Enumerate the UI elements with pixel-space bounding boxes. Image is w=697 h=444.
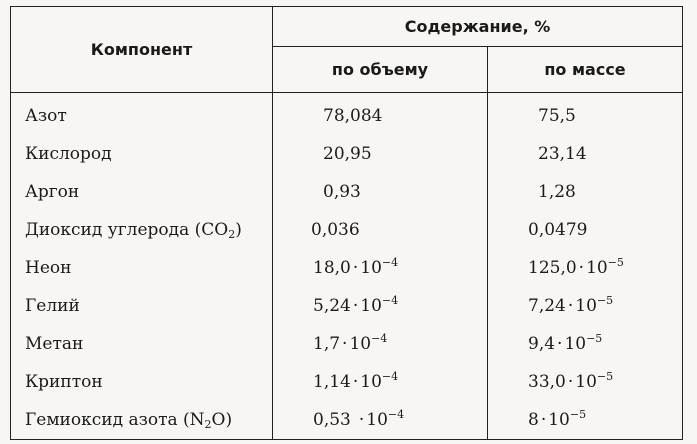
- multiply-dot: ·: [557, 334, 563, 354]
- mass-value: 23,14: [488, 135, 683, 173]
- base: 10: [360, 372, 382, 392]
- volume-value: [273, 287, 488, 325]
- header-by-mass: по массе: [488, 47, 683, 93]
- component-name: Азот: [11, 93, 273, 136]
- volume-value: 0,93: [273, 173, 488, 211]
- exponent: −5: [569, 408, 587, 421]
- component-name: Аргон: [11, 173, 273, 211]
- header-component: Компонент: [11, 7, 273, 93]
- table-row: [11, 325, 683, 363]
- multiply-dot: ·: [352, 296, 359, 316]
- table-row: [11, 173, 683, 211]
- component-name: [11, 211, 273, 249]
- component-name: Гелий: [11, 287, 273, 325]
- name-text: Диоксид углерода (CO: [25, 220, 229, 240]
- base: 10: [360, 258, 382, 278]
- table-row: [11, 287, 683, 325]
- table-row: [11, 135, 683, 173]
- base: 10: [548, 410, 570, 430]
- mantissa: 5,24: [313, 296, 351, 316]
- volume-value: [273, 249, 488, 287]
- volume-value: 20,95: [273, 135, 488, 173]
- name-subscript: 2: [204, 418, 212, 431]
- multiply-dot: ·: [578, 258, 585, 278]
- table-container: [10, 6, 682, 436]
- exponent: −5: [586, 332, 603, 345]
- mass-value: [488, 249, 683, 287]
- base: 10: [366, 410, 388, 430]
- component-name: [11, 401, 273, 440]
- name-text-end: ): [235, 220, 242, 240]
- table-row: [11, 401, 683, 440]
- volume-value: 78,084: [273, 93, 488, 136]
- table-row: [11, 211, 683, 249]
- mantissa: 1,7: [313, 334, 341, 354]
- mass-value: [488, 363, 683, 401]
- base: 10: [586, 258, 608, 278]
- mantissa: 33,0: [528, 372, 566, 392]
- mantissa: 9,4: [528, 334, 556, 354]
- base: 10: [360, 296, 382, 316]
- multiply-dot: ·: [540, 410, 547, 430]
- exponent: −5: [596, 294, 614, 307]
- header-by-volume: по объему: [273, 47, 488, 93]
- mantissa: 0,53: [313, 410, 351, 430]
- exponent: −4: [371, 332, 388, 345]
- mantissa: 1,14: [313, 372, 351, 392]
- table-row: [11, 249, 683, 287]
- name-text-end: O): [211, 410, 233, 430]
- table-row: [11, 363, 683, 401]
- mass-value: 75,5: [488, 93, 683, 136]
- mantissa: 18,0: [313, 258, 351, 278]
- volume-value: [273, 325, 488, 363]
- mass-value: [488, 287, 683, 325]
- header-content: Содержание, %: [273, 7, 683, 47]
- name-subscript: 2: [228, 228, 236, 241]
- mantissa: 7,24: [528, 296, 566, 316]
- volume-value: 0,036: [273, 211, 488, 249]
- volume-value: [273, 363, 488, 401]
- component-name: Криптон: [11, 363, 273, 401]
- multiply-dot: ·: [352, 372, 359, 392]
- exponent: −5: [596, 370, 614, 383]
- mass-value: [488, 325, 683, 363]
- mass-value: [488, 401, 683, 440]
- base: 10: [349, 334, 372, 354]
- component-name: Метан: [11, 325, 273, 363]
- volume-value: [273, 401, 488, 440]
- base: 10: [575, 372, 597, 392]
- multiply-dot: ·: [358, 410, 365, 430]
- multiply-dot: ·: [567, 372, 574, 392]
- name-text: Гемиоксид азота (N: [25, 410, 205, 430]
- mass-value: 1,28: [488, 173, 683, 211]
- exponent: −5: [607, 256, 624, 269]
- exponent: −4: [381, 294, 399, 307]
- component-name: Кислород: [11, 135, 273, 173]
- multiply-dot: ·: [342, 334, 348, 354]
- multiply-dot: ·: [352, 258, 359, 278]
- base: 10: [575, 296, 597, 316]
- air-composition-table: [10, 6, 683, 440]
- mantissa: 8: [528, 410, 539, 430]
- mantissa: 125,0: [528, 258, 577, 278]
- exponent: −4: [381, 370, 399, 383]
- table-row: [11, 93, 683, 136]
- mass-value: 0,0479: [488, 211, 683, 249]
- multiply-dot: ·: [567, 296, 574, 316]
- component-name: Неон: [11, 249, 273, 287]
- exponent: −4: [387, 408, 405, 421]
- exponent: −4: [381, 256, 399, 269]
- base: 10: [564, 334, 587, 354]
